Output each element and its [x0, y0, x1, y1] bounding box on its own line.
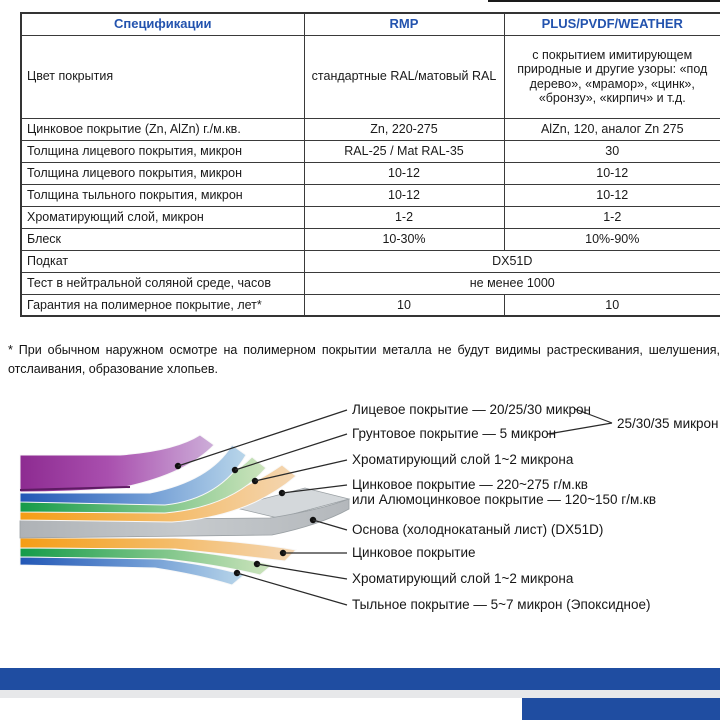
- leader-primer: [235, 434, 347, 470]
- rmp-value-cell: RAL-25 / Mat RAL-35: [304, 140, 504, 162]
- coating-layers-diagram: [0, 395, 720, 630]
- row-label-cell: Гарантия на полимерное покрытие, лет*: [21, 294, 304, 316]
- merged-value-cell: не менее 1000: [304, 272, 720, 294]
- rmp-value-cell: 1-2: [304, 206, 504, 228]
- row-label-cell: Хроматирующий слой, микрон: [21, 206, 304, 228]
- header-cell-plus: PLUS/PVDF/WEATHER: [504, 13, 720, 35]
- plus-value-cell: 10-12: [504, 184, 720, 206]
- footer-corner-block: [522, 698, 720, 720]
- merged-value-cell: DX51D: [304, 250, 720, 272]
- footer-band: [0, 668, 720, 690]
- plus-value-cell: 1-2: [504, 206, 720, 228]
- label-zinc-bottom: Цинковое покрытие: [352, 545, 476, 560]
- label-primer-coating: Грунтовое покрытие — 5 микрон: [352, 426, 557, 441]
- row-label-cell: Цвет покрытия: [21, 35, 304, 118]
- row-label-cell: Блеск: [21, 228, 304, 250]
- table-row: [21, 272, 720, 294]
- table-header-row: [21, 13, 720, 35]
- table-row: [21, 35, 720, 118]
- row-label-cell: Толщина тыльного покрытия, микрон: [21, 184, 304, 206]
- label-chromate-bottom: Хроматирующий слой 1~2 микрона: [352, 571, 574, 586]
- plus-value-cell: 10: [504, 294, 720, 316]
- leader-base: [313, 520, 347, 530]
- rmp-value-cell: Zn, 220-275: [304, 118, 504, 140]
- plus-value-cell: 10%-90%: [504, 228, 720, 250]
- table-row: [21, 118, 720, 140]
- label-zinc-top-line1: Цинковое покрытие — 220~275 г/м.кв: [352, 477, 588, 492]
- table-row: [21, 294, 720, 316]
- table-row: [21, 162, 720, 184]
- table-row: [21, 250, 720, 272]
- rmp-value-cell: 10-12: [304, 162, 504, 184]
- plus-value-cell: с покрытием имитирующем природные и другие узоры: «под дерево», «мрамор», «цинк», «бронзу», «кирпич» и т.д.: [504, 35, 720, 118]
- spec-table: [20, 12, 720, 317]
- header-cell-rmp: RMP: [304, 13, 504, 35]
- table-row: [21, 206, 720, 228]
- row-label-cell: Цинковое покрытие (Zn, AlZn) г./м.кв.: [21, 118, 304, 140]
- table-row: [21, 228, 720, 250]
- rmp-value-cell: 10-30%: [304, 228, 504, 250]
- row-label-cell: Тест в нейтральной соляной среде, часов: [21, 272, 304, 294]
- leader-chromate-bottom: [257, 564, 347, 579]
- plus-value-cell: 10-12: [504, 162, 720, 184]
- row-label-cell: Толщина лицевого покрытия, микрон: [21, 162, 304, 184]
- leader-back: [237, 573, 347, 605]
- header-cell-specs: Спецификации: [21, 13, 304, 35]
- table-row: [21, 184, 720, 206]
- table-row: [21, 140, 720, 162]
- plus-value-cell: AlZn, 120, аналог Zn 275: [504, 118, 720, 140]
- row-label-cell: Подкат: [21, 250, 304, 272]
- footnote-text: * При обычном наружном осмотре на полимерном покрытии металла не будут видимы растрескивания, шелушения, отслаивания, образование хлопьев.: [8, 343, 720, 376]
- label-zinc-top-line2: или Алюмоцинковое покрытие — 120~150 г/м.кв: [352, 492, 657, 507]
- brace-total-lower: [548, 423, 612, 434]
- label-chromate-top: Хроматирующий слой 1~2 микрона: [352, 452, 574, 467]
- leader-chromate-top: [255, 460, 347, 481]
- row-label-cell: Толщина лицевого покрытия, микрон: [21, 140, 304, 162]
- footer-strip: [0, 690, 720, 698]
- rmp-value-cell: стандартные RAL/матовый RAL: [304, 35, 504, 118]
- rmp-value-cell: 10-12: [304, 184, 504, 206]
- rmp-value-cell: 10: [304, 294, 504, 316]
- label-steel-base: Основа (холоднокатаный лист) (DX51D): [352, 522, 604, 537]
- top-edge-line: [488, 0, 720, 2]
- label-back-coating: Тыльное покрытие — 5~7 микрон (Эпоксидное): [352, 597, 651, 612]
- label-face-coating: Лицевое покрытие — 20/25/30 микрон: [352, 402, 591, 417]
- label-total-thickness: 25/30/35 микрон: [617, 416, 719, 431]
- plus-value-cell: 30: [504, 140, 720, 162]
